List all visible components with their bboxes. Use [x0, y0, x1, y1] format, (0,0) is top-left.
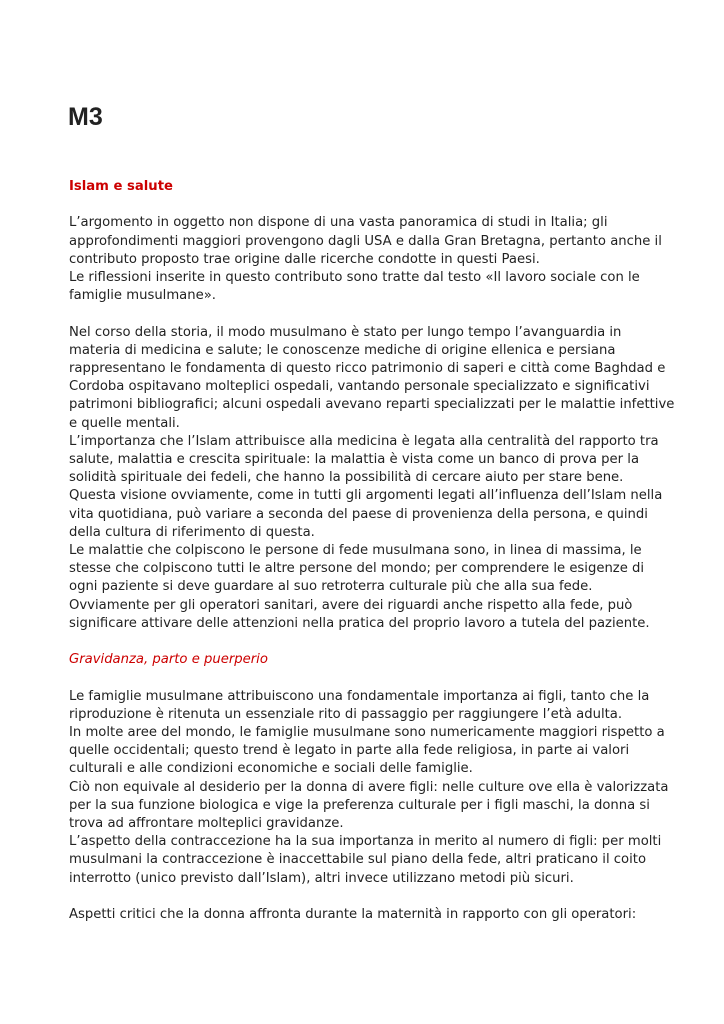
- text-line: contributo proposto trae origine dalle ricerche condotte in questi Paesi.: [69, 251, 540, 267]
- text-line: Ciò non equivale al desiderio per la donna di avere figli: nelle culture ove ella è valorizzata: [69, 779, 669, 795]
- document-content: [69, 178, 675, 942]
- paragraph: [69, 688, 669, 888]
- text-line: Le malattie che colpiscono le persone di fede musulmana sono, in linea di massima, le: [69, 543, 642, 559]
- text-line: interrotto (unico previsto dall’Islam), altri invece utilizzano metodi più sicuri.: [69, 870, 574, 886]
- text-line: ogni paziente si deve guardare al suo retroterra culturale più che alla sua fede.: [69, 579, 593, 595]
- text-line: culturali e alle condizioni economiche e sociali delle famiglie.: [69, 761, 473, 777]
- text-line: Cordoba ospitavano molteplici ospedali, vantando personale specializzato e significativi: [69, 379, 650, 395]
- text-line: riproduzione è ritenuta un essenziale rito di passaggio per raggiungere l’età adulta.: [69, 706, 623, 722]
- text-line: quelle occidentali; questo trend è legato in parte alla fede religiosa, in parte ai valori: [69, 743, 630, 759]
- text-line: famiglie musulmane».: [69, 288, 216, 304]
- text-line: della cultura di riferimento di questa.: [69, 524, 315, 540]
- text-line: L’aspetto della contraccezione ha la sua importanza in merito al numero di figli: per molti: [69, 834, 662, 850]
- text-line: Le famiglie musulmane attribuiscono una fondamentale importanza ai figli, tanto che la: [69, 688, 650, 704]
- text-line: Le riflessioni inserite in questo contributo sono tratte dal testo «Il lavoro sociale con le: [69, 270, 640, 285]
- text-line: Ovviamente per gli operatori sanitari, avere dei riguardi anche rispetto alla fede, può: [69, 597, 633, 613]
- paragraph: [69, 324, 675, 633]
- text-line: solidità spirituale dei fedeli, che hanno la possibilità di cercare aiuto per stare bene.: [69, 470, 624, 486]
- paragraph: [69, 214, 662, 305]
- text-line: musulmani la contraccezione è inaccettabile sul piano della fede, altri praticano il coito: [69, 852, 647, 868]
- text-line: Nel corso della storia, il modo musulmano è stato per lungo tempo l’avanguardia in: [69, 324, 622, 340]
- text-line: Questa visione ovviamente, come in tutti gli argomenti legati all’influenza dell’Islam nella: [69, 488, 663, 504]
- subsection-body: [69, 688, 669, 925]
- text-line: e quelle mentali.: [69, 415, 180, 431]
- text-line: significare attivare delle attenzioni nella pratica del proprio lavoro a tutela del paziente.: [69, 615, 650, 631]
- text-line: Aspetti critici che la donna affronta durante la maternità in rapporto con gli operatori:: [69, 907, 637, 923]
- text-line: trova ad affrontare molteplici gravidanze.: [69, 816, 344, 832]
- subsection-heading-gravidanza: Gravidanza, parto e puerperio: [69, 652, 268, 668]
- section-body: [69, 214, 675, 633]
- text-line: vita quotidiana, può variare a seconda del paese di provenienza della persona, e quindi: [69, 506, 648, 522]
- text-line: L’importanza che l’Islam attribuisce alla medicina è legata alla centralità del rapporto tra: [69, 433, 659, 449]
- section-heading-islam-e-salute: Islam e salute: [69, 179, 173, 194]
- text-line: salute, malattia e crescita spirituale: la malattia è vista come un banco di prova per la: [69, 452, 640, 468]
- paragraph: [69, 906, 659, 924]
- page-code-title: M3: [68, 103, 103, 131]
- text-line: rappresentano le fondamenta di questo ricco patrimonio di saperi e città come Baghdad e: [69, 361, 666, 376]
- text-line: In molte aree del mondo, le famiglie musulmane sono numericamente maggiori rispetto a: [69, 725, 665, 741]
- text-line: per la sua funzione biologica e vige la preferenza culturale per i figli maschi, la donna si: [69, 797, 650, 813]
- text-line: stesse che colpiscono tutti le altre persone del mondo; per comprendere le esigenze di: [69, 561, 645, 577]
- text-line: L’argomento in oggetto non dispone di una vasta panoramica di studi in Italia; gli: [69, 215, 608, 231]
- text-line: patrimoni bibliografici; alcuni ospedali avevano reparti specializzati per le malattie infettive: [69, 397, 675, 413]
- text-line: materia di medicina e salute; le conoscenze mediche di origine ellenica e persiana: [69, 342, 616, 358]
- text-line: approfondimenti maggiori provengono dagli USA e dalla Gran Bretagna, pertanto anche il: [69, 233, 662, 249]
